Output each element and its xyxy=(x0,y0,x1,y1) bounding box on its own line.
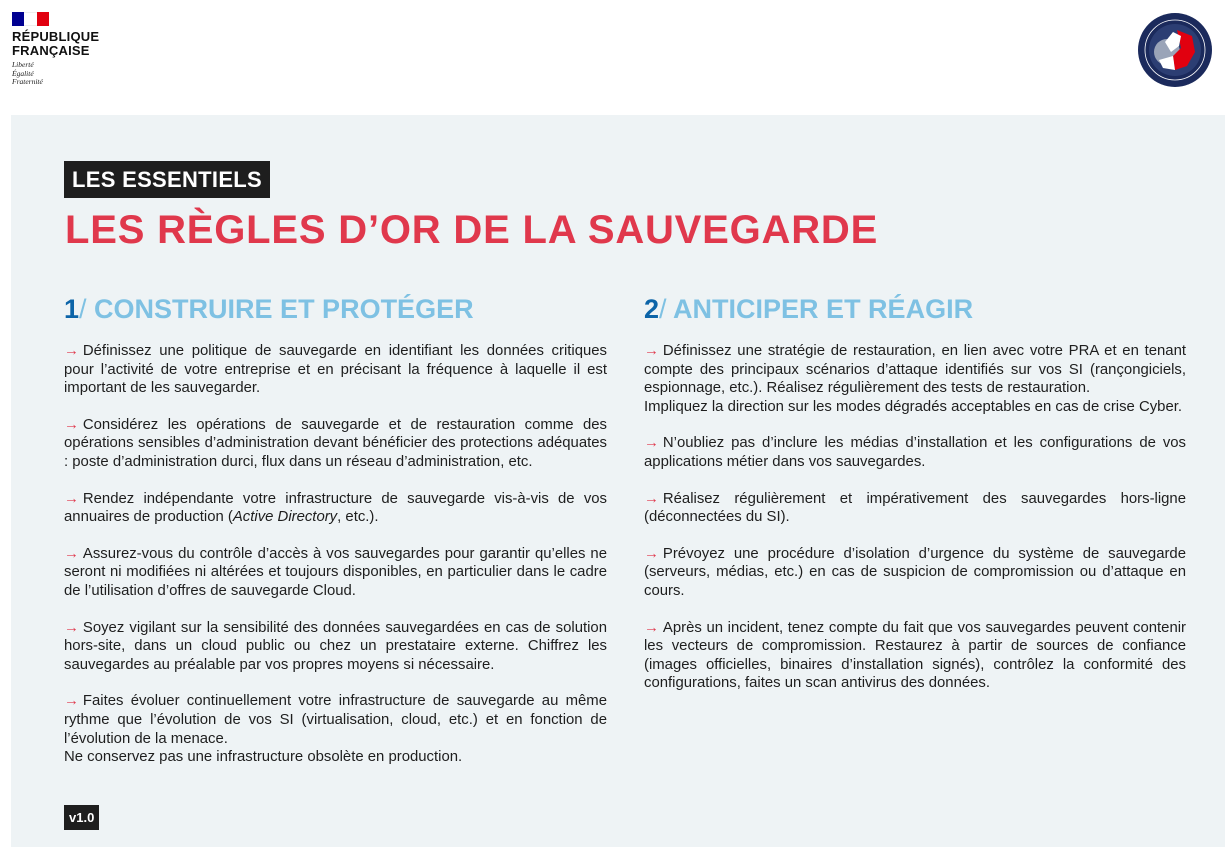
republique-francaise-logo xyxy=(12,12,122,87)
list-item: → Prévoyez une procédure d’isolation d’urgence du système de sauvegarde (serveurs, médias, etc.) en cas de suspicion de compromission ou d’attaque en cours. xyxy=(644,545,1186,599)
list-item: → N’oubliez pas d’inclure les médias d’installation et les configurations de vos applications métier dans vos sauvegardes. xyxy=(644,435,1186,470)
arrow-right-icon: → xyxy=(64,343,79,359)
motto-liberte: Liberté xyxy=(12,60,34,69)
section-heading xyxy=(644,290,1186,328)
list-item: → Réalisez régulièrement et impérativement des sauvegardes hors-ligne (déconnectées du SI). xyxy=(644,490,1186,526)
version-badge: v1.0 xyxy=(64,805,99,830)
category-tag: LES ESSENTIELS xyxy=(64,161,270,198)
arrow-right-icon: → xyxy=(644,619,659,636)
list-item: → Définissez une stratégie de restauration, en lien avec votre PRA et en tenant compte des principaux scénarios d’attaque identifiés sur vos SI (rançongiciels, espionnage, etc.). Réalisez régulièrement des tests de restauration. Impliquez la direction sur les modes dégradés acceptables en cas de crise Cyber. xyxy=(644,343,1186,415)
list-item: → Soyez vigilant sur la sensibilité des données sauvegardées en cas de solution hors-site, dans un cloud public ou chez un prestataire externe. Chiffrez les sauvegardes au préalable par vos propres moyens si nécessaire. xyxy=(64,619,607,673)
section-number: 1 xyxy=(64,294,80,324)
republic-name-line2: FRANÇAISE xyxy=(12,43,90,58)
arrow-right-icon: → xyxy=(64,416,79,433)
page-title: LES RÈGLES D’OR DE LA SAUVEGARDE xyxy=(65,208,879,252)
list-item: → Définissez une politique de sauvegarde en identifiant les données critiques pour l’activité de votre entreprise et en précisant la fréquence à laquelle il est important de les sauvegarder. xyxy=(64,343,607,397)
section-build-protect xyxy=(64,290,607,785)
section-separator: / xyxy=(659,294,667,324)
arrow-right-icon: → xyxy=(644,435,659,452)
list-item: → Assurez-vous du contrôle d’accès à vos sauvegardes pour garantir qu’elles ne seront ni modifiées ni altérées et toujours disponibles, en particulier dans le cadre de l’utilisation d’offres de sauvegarde Cloud. xyxy=(64,545,607,599)
arrow-right-icon: → xyxy=(644,545,659,562)
section-separator: / xyxy=(79,294,87,324)
motto-fraternite: Fraternité xyxy=(12,77,43,86)
arrow-right-icon: → xyxy=(64,619,79,636)
motto-egalite: Égalité xyxy=(12,68,34,78)
list-item: → Après un incident, tenez compte du fait que vos sauvegardes peuvent contenir les vecteurs de compromission. Restaurez à partir de sources de confiance (images officielles, binaires d’installation signés), contrôlez la conformité des configurations, faites un scan antivirus des données. xyxy=(644,619,1186,692)
anssi-seal-icon xyxy=(1137,12,1213,88)
section-heading xyxy=(64,290,607,328)
arrow-right-icon: → xyxy=(64,693,79,710)
list-item: → Considérez les opérations de sauvegarde et de restauration comme des opérations sensibles d’administration devant bénéficier des protections adéquates : poste d’administration durci, flux dans un réseau d’administration, etc. xyxy=(64,416,607,470)
arrow-right-icon: → xyxy=(644,490,659,507)
arrow-right-icon: → xyxy=(64,490,79,507)
header xyxy=(0,0,1225,115)
list-item: → Faites évoluer continuellement votre infrastructure de sauvegarde au même rythme que l’évolution de vos SI (virtualisation, cloud, etc.) et en fonction de l’évolution de la menace. Ne conservez pas une infrastructure obsolète en production. xyxy=(64,693,607,766)
french-flag-icon xyxy=(12,12,49,26)
arrow-right-icon: → xyxy=(644,343,659,359)
arrow-right-icon: → xyxy=(64,545,79,562)
section-number: 2 xyxy=(644,294,660,324)
section-anticipate-react xyxy=(644,290,1186,711)
list-item: → Rendez indépendante votre infrastructure de sauvegarde vis-à-vis de vos annuaires de production (Active Directory, etc.). xyxy=(64,490,607,526)
republic-name-line1: RÉPUBLIQUE xyxy=(12,29,100,44)
section-title: ANTICIPER ET RÉAGIR xyxy=(666,294,974,324)
section-title: CONSTRUIRE ET PROTÉGER xyxy=(86,294,474,324)
